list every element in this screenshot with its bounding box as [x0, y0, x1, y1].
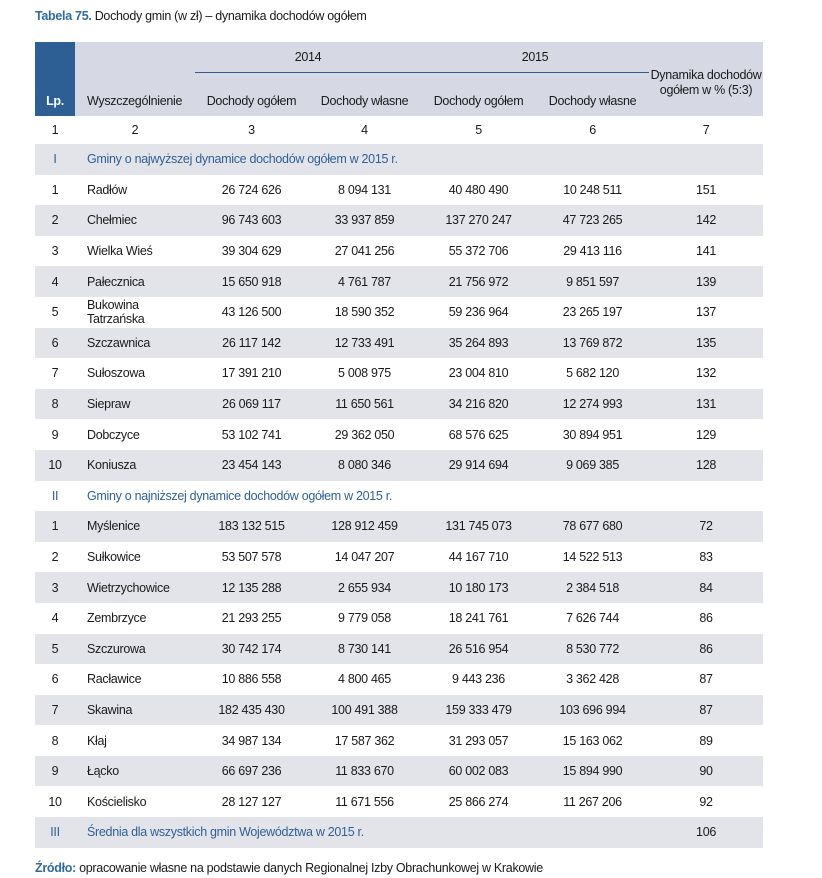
row-gmina-name: Kościelisko [87, 794, 147, 809]
row-2015-dochody-ogolem: 34 216 820 [421, 389, 536, 420]
row-2015-dochody-ogolem: 18 241 761 [448, 611, 509, 626]
row-lp: 2 [35, 205, 75, 236]
table-row [35, 786, 763, 817]
row-lp: 5 [51, 305, 59, 320]
row-lp: 10 [48, 794, 62, 809]
row-2014-dochody-wlasne: 33 937 859 [308, 205, 421, 236]
section-number: III [35, 817, 75, 848]
row-2014-dochody-wlasne: 8 094 131 [338, 182, 391, 197]
table-row [35, 389, 763, 420]
row-2014-dochody-wlasne: 5 008 975 [338, 366, 391, 381]
section-title: Gminy o najniższej dynamice dochodów ogółem w 2015 r. [87, 488, 393, 503]
row-lp: 6 [51, 672, 59, 687]
row-gmina-name: Łącko [75, 756, 195, 787]
source-lead: Źródło: [35, 861, 76, 875]
row-2014-dochody-ogolem: 15 650 918 [195, 266, 308, 297]
row-gmina-name: Pałecznica [75, 266, 195, 297]
row-dynamika: 135 [649, 328, 763, 359]
row-gmina-name: Radłów [87, 182, 127, 197]
row-2014-dochody-wlasne: 27 041 256 [334, 244, 395, 259]
row-2014-dochody-wlasne: 11 671 556 [335, 794, 394, 809]
row-lp: 8 [35, 389, 75, 420]
header-lp: Lp. [35, 42, 75, 116]
header-2014-dochody-ogolem: Dochody ogółem [195, 73, 308, 117]
table-row [35, 297, 763, 328]
row-2015-dochody-wlasne: 5 682 120 [566, 366, 619, 381]
row-lp: 2 [51, 550, 59, 565]
row-lp: 8 [51, 733, 59, 748]
row-dynamika: 129 [696, 427, 717, 442]
caption-text: Dochody gmin (w zł) – dynamika dochodów ogółem [91, 9, 367, 23]
row-2014-dochody-wlasne: 14 047 207 [334, 550, 395, 565]
income-table [35, 42, 763, 848]
row-2015-dochody-ogolem: 137 270 247 [421, 205, 536, 236]
row-2015-dochody-wlasne: 10 248 511 [563, 182, 622, 197]
table-body [35, 116, 763, 848]
section-title: Gminy o najwyższej dynamice dochodów ogółem w 2015 r. [75, 144, 763, 175]
row-2015-dochody-wlasne: 78 677 680 [536, 511, 649, 542]
row-2014-dochody-wlasne: 18 590 352 [334, 305, 395, 320]
row-dynamika: 83 [699, 550, 713, 565]
table-row [35, 572, 763, 603]
row-2015-dochody-wlasne: 8 530 772 [536, 634, 649, 665]
row-dynamika: 90 [649, 756, 763, 787]
row-gmina-name: Zembrzyce [87, 611, 147, 626]
row-dynamika: 141 [696, 244, 717, 259]
row-2015-dochody-ogolem: 29 914 694 [421, 450, 536, 481]
row-2014-dochody-wlasne: 100 491 388 [308, 695, 421, 726]
row-lp: 5 [35, 634, 75, 665]
row-2014-dochody-wlasne: 17 587 362 [334, 733, 395, 748]
row-dynamika: 131 [649, 389, 763, 420]
row-lp: 10 [35, 450, 75, 481]
row-2015-dochody-wlasne: 15 894 990 [536, 756, 649, 787]
row-dynamika: 86 [699, 611, 713, 626]
row-2015-dochody-ogolem: 25 866 274 [448, 794, 509, 809]
header-dynamika: Dynamika dochodów ogółem w % (5:3) [649, 42, 763, 116]
row-2014-dochody-ogolem: 53 102 741 [221, 427, 282, 442]
header-wyszczegolnienie: Wyszczególnienie [75, 42, 195, 116]
row-2015-dochody-ogolem: 59 236 964 [448, 305, 509, 320]
row-dynamika: 128 [649, 450, 763, 481]
row-lp: 3 [35, 572, 75, 603]
section-number: I [35, 144, 75, 175]
table-row [35, 266, 763, 297]
row-2015-dochody-ogolem: 31 293 057 [448, 733, 509, 748]
row-2014-dochody-ogolem: 34 987 134 [221, 733, 282, 748]
row-2014-dochody-wlasne: 11 650 561 [308, 389, 421, 420]
row-dynamika: 72 [649, 511, 763, 542]
row-gmina-name: Racławice [87, 672, 142, 687]
table-row [35, 664, 763, 695]
table-row [35, 542, 763, 573]
row-2015-dochody-wlasne: 15 163 062 [562, 733, 623, 748]
row-2015-dochody-wlasne: 13 769 872 [536, 328, 649, 359]
section-row-2 [35, 481, 763, 512]
row-2015-dochody-wlasne: 47 723 265 [536, 205, 649, 236]
header-year-2015: 2015 [421, 42, 649, 73]
row-2014-dochody-ogolem: 30 742 174 [195, 634, 308, 665]
row-gmina-name: Wielka Wieś [87, 244, 153, 259]
row-2014-dochody-wlasne: 29 362 050 [334, 427, 395, 442]
column-number: 7 [702, 123, 710, 137]
header-year-2014: 2014 [195, 42, 421, 73]
row-2015-dochody-ogolem: 26 516 954 [421, 634, 536, 665]
header-2015-dochody-wlasne: Dochody własne [536, 73, 649, 117]
table-row [35, 511, 763, 542]
row-2014-dochody-ogolem: 26 069 117 [195, 389, 308, 420]
row-dynamika: 151 [696, 182, 717, 197]
row-2015-dochody-ogolem: 40 480 490 [448, 182, 509, 197]
row-gmina-name: Dobczyce [87, 427, 140, 442]
row-dynamika: 132 [696, 366, 717, 381]
section-number: II [51, 488, 59, 503]
row-2015-dochody-ogolem: 55 372 706 [448, 244, 509, 259]
row-2015-dochody-wlasne: 12 274 993 [536, 389, 649, 420]
row-2014-dochody-ogolem: 26 724 626 [221, 182, 282, 197]
row-dynamika: 92 [699, 794, 713, 809]
row-gmina-name: Siepraw [75, 389, 195, 420]
table-row [35, 205, 763, 236]
row-2015-dochody-ogolem: 60 002 083 [421, 756, 536, 787]
row-2015-dochody-wlasne: 30 894 951 [562, 427, 623, 442]
table-row [35, 634, 763, 665]
row-dynamika: 139 [649, 266, 763, 297]
column-number: 3 [248, 123, 255, 137]
table-row [35, 450, 763, 481]
row-dynamika: 142 [649, 205, 763, 236]
row-dynamika: 87 [699, 672, 713, 687]
row-2015-dochody-ogolem: 21 756 972 [421, 266, 536, 297]
row-lp: 4 [35, 266, 75, 297]
row-2015-dochody-wlasne: 9 851 597 [536, 266, 649, 297]
row-gmina-name: Skawina [75, 695, 195, 726]
column-number: 6 [589, 123, 596, 137]
row-2014-dochody-ogolem: 66 697 236 [195, 756, 308, 787]
column-number-row [35, 116, 763, 144]
row-2014-dochody-wlasne: 9 779 058 [338, 611, 391, 626]
row-2014-dochody-wlasne: 4 800 465 [338, 672, 391, 687]
row-2014-dochody-ogolem: 183 132 515 [195, 511, 308, 542]
table-caption [35, 9, 366, 23]
column-number: 4 [361, 123, 368, 137]
row-2014-dochody-ogolem: 21 293 255 [221, 611, 282, 626]
row-2014-dochody-ogolem: 23 454 143 [195, 450, 308, 481]
row-dynamika: 87 [649, 695, 763, 726]
row-2015-dochody-wlasne: 7 626 744 [566, 611, 619, 626]
row-2015-dochody-ogolem: 131 745 073 [421, 511, 536, 542]
row-2014-dochody-ogolem: 182 435 430 [195, 695, 308, 726]
row-2015-dochody-wlasne: 3 362 428 [566, 672, 619, 687]
row-2015-dochody-ogolem: 159 333 479 [421, 695, 536, 726]
row-dynamika: 89 [699, 733, 713, 748]
table-row [35, 756, 763, 787]
row-2015-dochody-wlasne: 14 522 513 [562, 550, 623, 565]
row-dynamika: 137 [696, 305, 717, 320]
header-2014-dochody-wlasne: Dochody własne [308, 73, 421, 117]
row-lp: 1 [51, 182, 59, 197]
row-2015-dochody-wlasne: 9 069 385 [536, 450, 649, 481]
row-2015-dochody-ogolem: 68 576 625 [448, 427, 509, 442]
section-row [35, 817, 763, 848]
header-2015-dochody-ogolem: Dochody ogółem [421, 73, 536, 117]
row-2015-dochody-ogolem: 23 004 810 [448, 366, 509, 381]
row-2014-dochody-ogolem: 39 304 629 [221, 244, 282, 259]
column-number: 1 [51, 123, 59, 137]
row-2014-dochody-ogolem: 96 743 603 [195, 205, 308, 236]
row-2014-dochody-wlasne: 12 733 491 [308, 328, 421, 359]
row-2014-dochody-wlasne: 8 080 346 [308, 450, 421, 481]
row-gmina-name: Koniusza [75, 450, 195, 481]
row-2014-dochody-ogolem: 43 126 500 [221, 305, 282, 320]
caption-lead: Tabela 75. [35, 9, 92, 23]
row-2014-dochody-wlasne: 128 912 459 [308, 511, 421, 542]
row-2015-dochody-wlasne: 11 267 206 [563, 794, 622, 809]
row-gmina-name: Chełmiec [75, 205, 195, 236]
row-gmina-name: Szczurowa [75, 634, 195, 665]
column-number: 2 [131, 123, 139, 137]
row-2014-dochody-wlasne: 2 655 934 [308, 572, 421, 603]
row-dynamika: 86 [649, 634, 763, 665]
table-row [35, 175, 763, 206]
table-row [35, 695, 763, 726]
row-2015-dochody-ogolem: 10 180 173 [421, 572, 536, 603]
row-lp: 7 [35, 695, 75, 726]
row-lp: 7 [51, 366, 59, 381]
row-lp: 9 [51, 427, 59, 442]
row-2015-dochody-wlasne: 29 413 116 [563, 244, 622, 259]
row-2014-dochody-ogolem: 26 117 142 [195, 328, 308, 359]
source-text: opracowanie własne na podstawie danych Regionalnej Izby Obrachunkowej w Krakowie [75, 861, 543, 875]
source-note [35, 861, 543, 875]
row-gmina-name: Myślenice [75, 511, 195, 542]
row-lp: 6 [35, 328, 75, 359]
row-2015-dochody-wlasne: 2 384 518 [536, 572, 649, 603]
row-2014-dochody-wlasne: 8 730 141 [308, 634, 421, 665]
row-2014-dochody-wlasne: 11 833 670 [308, 756, 421, 787]
row-gmina-name: Kłaj [87, 733, 107, 748]
section-row-1 [35, 144, 763, 175]
row-gmina-name: Szczawnica [75, 328, 195, 359]
row-2014-dochody-wlasne: 4 761 787 [308, 266, 421, 297]
row-lp: 9 [35, 756, 75, 787]
row-gmina-name: Sułoszowa [87, 366, 145, 381]
table-row [35, 603, 763, 634]
table-row [35, 725, 763, 756]
section-title: Średnia dla wszystkich gmin Województwa w 2015 r. [75, 817, 649, 848]
row-2015-dochody-ogolem: 9 443 236 [452, 672, 505, 687]
row-2015-dochody-ogolem: 35 264 893 [421, 328, 536, 359]
row-2015-dochody-wlasne: 23 265 197 [562, 305, 623, 320]
row-2015-dochody-ogolem: 44 167 710 [448, 550, 509, 565]
table-row [35, 236, 763, 267]
row-2014-dochody-ogolem: 10 886 558 [221, 672, 282, 687]
row-lp: 4 [51, 611, 59, 626]
table-header [35, 42, 763, 116]
table-row [35, 358, 763, 389]
row-gmina-name: Wietrzychowice [75, 572, 195, 603]
section-average-dynamika: 106 [649, 817, 763, 848]
column-number: 5 [475, 123, 482, 137]
row-lp: 3 [51, 244, 59, 259]
row-gmina-name: Bukowina Tatrzańska [87, 298, 145, 327]
row-2014-dochody-ogolem: 28 127 127 [221, 794, 282, 809]
table-row [35, 419, 763, 450]
row-2014-dochody-ogolem: 17 391 210 [221, 366, 282, 381]
row-2014-dochody-ogolem: 12 135 288 [195, 572, 308, 603]
row-gmina-name: Sułkowice [87, 550, 141, 565]
row-2014-dochody-ogolem: 53 507 578 [221, 550, 282, 565]
row-dynamika: 84 [649, 572, 763, 603]
table-row [35, 328, 763, 359]
row-2015-dochody-wlasne: 103 696 994 [536, 695, 649, 726]
row-lp: 1 [35, 511, 75, 542]
